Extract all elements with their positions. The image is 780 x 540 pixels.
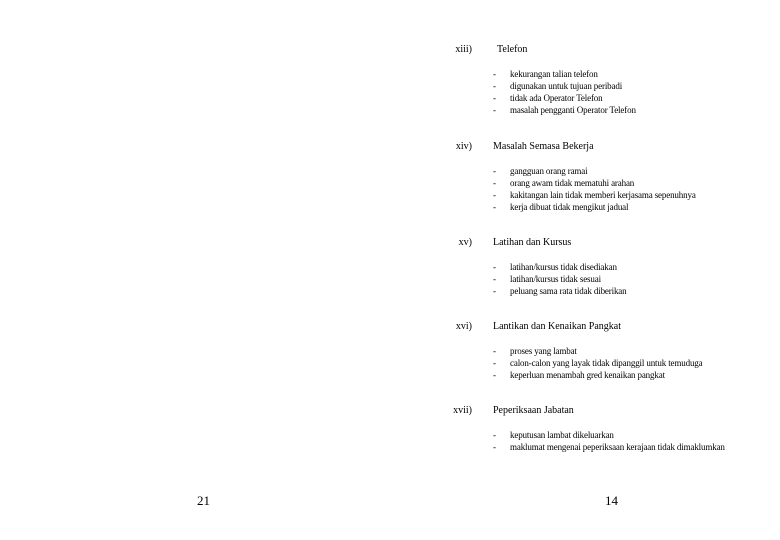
section-numeral: xiv) xyxy=(455,141,472,152)
dash-bullet: - xyxy=(493,178,496,188)
dash-bullet: - xyxy=(493,346,496,356)
list-item-text: calon-calon yang layak tidak dipanggil untuk temuduga xyxy=(510,358,703,368)
section-heading: Lantikan dan Kenaikan Pangkat xyxy=(493,321,622,332)
list-item-text: gangguan orang ramai xyxy=(510,166,588,176)
dash-bullet: - xyxy=(493,190,496,200)
section-numeral: xvii) xyxy=(453,405,472,416)
dash-bullet: - xyxy=(493,430,496,440)
list-item-text: latihan/kursus tidak disediakan xyxy=(510,262,617,272)
section-numeral: xvi) xyxy=(455,321,472,332)
list-item-text: digunakan untuk tujuan peribadi xyxy=(510,81,623,91)
list-item-text: orang awam tidak mematuhi arahan xyxy=(510,178,635,188)
left-page-number: 21 xyxy=(197,493,210,508)
right-page-number: 14 xyxy=(605,493,618,508)
section-numeral: xiii) xyxy=(455,44,472,55)
dash-bullet: - xyxy=(493,69,496,79)
dash-bullet: - xyxy=(493,286,496,296)
list-item-text: kekurangan talian telefon xyxy=(510,69,598,79)
section-heading: Telefon xyxy=(497,44,528,55)
dash-bullet: - xyxy=(493,370,496,380)
list-item-text: tidak ada Operator Telefon xyxy=(510,93,603,103)
list-item-text: kakitangan lain tidak memberi kerjasama sepenuhnya xyxy=(510,190,696,200)
section-heading: Masalah Semasa Bekerja xyxy=(493,141,594,152)
list-item-text: peluang sama rata tidak diberikan xyxy=(510,286,627,296)
list-item-text: keputusan lambat dikeluarkan xyxy=(510,430,614,440)
list-item-text: maklumat mengenai peperiksaan kerajaan tidak dimaklumkan xyxy=(510,442,725,452)
dash-bullet: - xyxy=(493,81,496,91)
dash-bullet: - xyxy=(493,93,496,103)
list-item-text: keperluan menambah gred kenaikan pangkat xyxy=(510,370,665,380)
dash-bullet: - xyxy=(493,274,496,284)
section-numeral: xv) xyxy=(458,237,472,248)
dash-bullet: - xyxy=(493,202,496,212)
dash-bullet: - xyxy=(493,262,496,272)
list-item-text: latihan/kursus tidak sesuai xyxy=(510,274,601,284)
list-item-text: kerja dibuat tidak mengikut jadual xyxy=(510,202,629,212)
list-item-text: proses yang lambat xyxy=(510,346,577,356)
dash-bullet: - xyxy=(493,358,496,368)
dash-bullet: - xyxy=(493,105,496,115)
section-heading: Peperiksaan Jabatan xyxy=(493,405,574,416)
section-heading: Latihan dan Kursus xyxy=(493,237,572,248)
dash-bullet: - xyxy=(493,166,496,176)
dash-bullet: - xyxy=(493,442,496,452)
list-item-text: masalah pengganti Operator Telefon xyxy=(510,105,636,115)
